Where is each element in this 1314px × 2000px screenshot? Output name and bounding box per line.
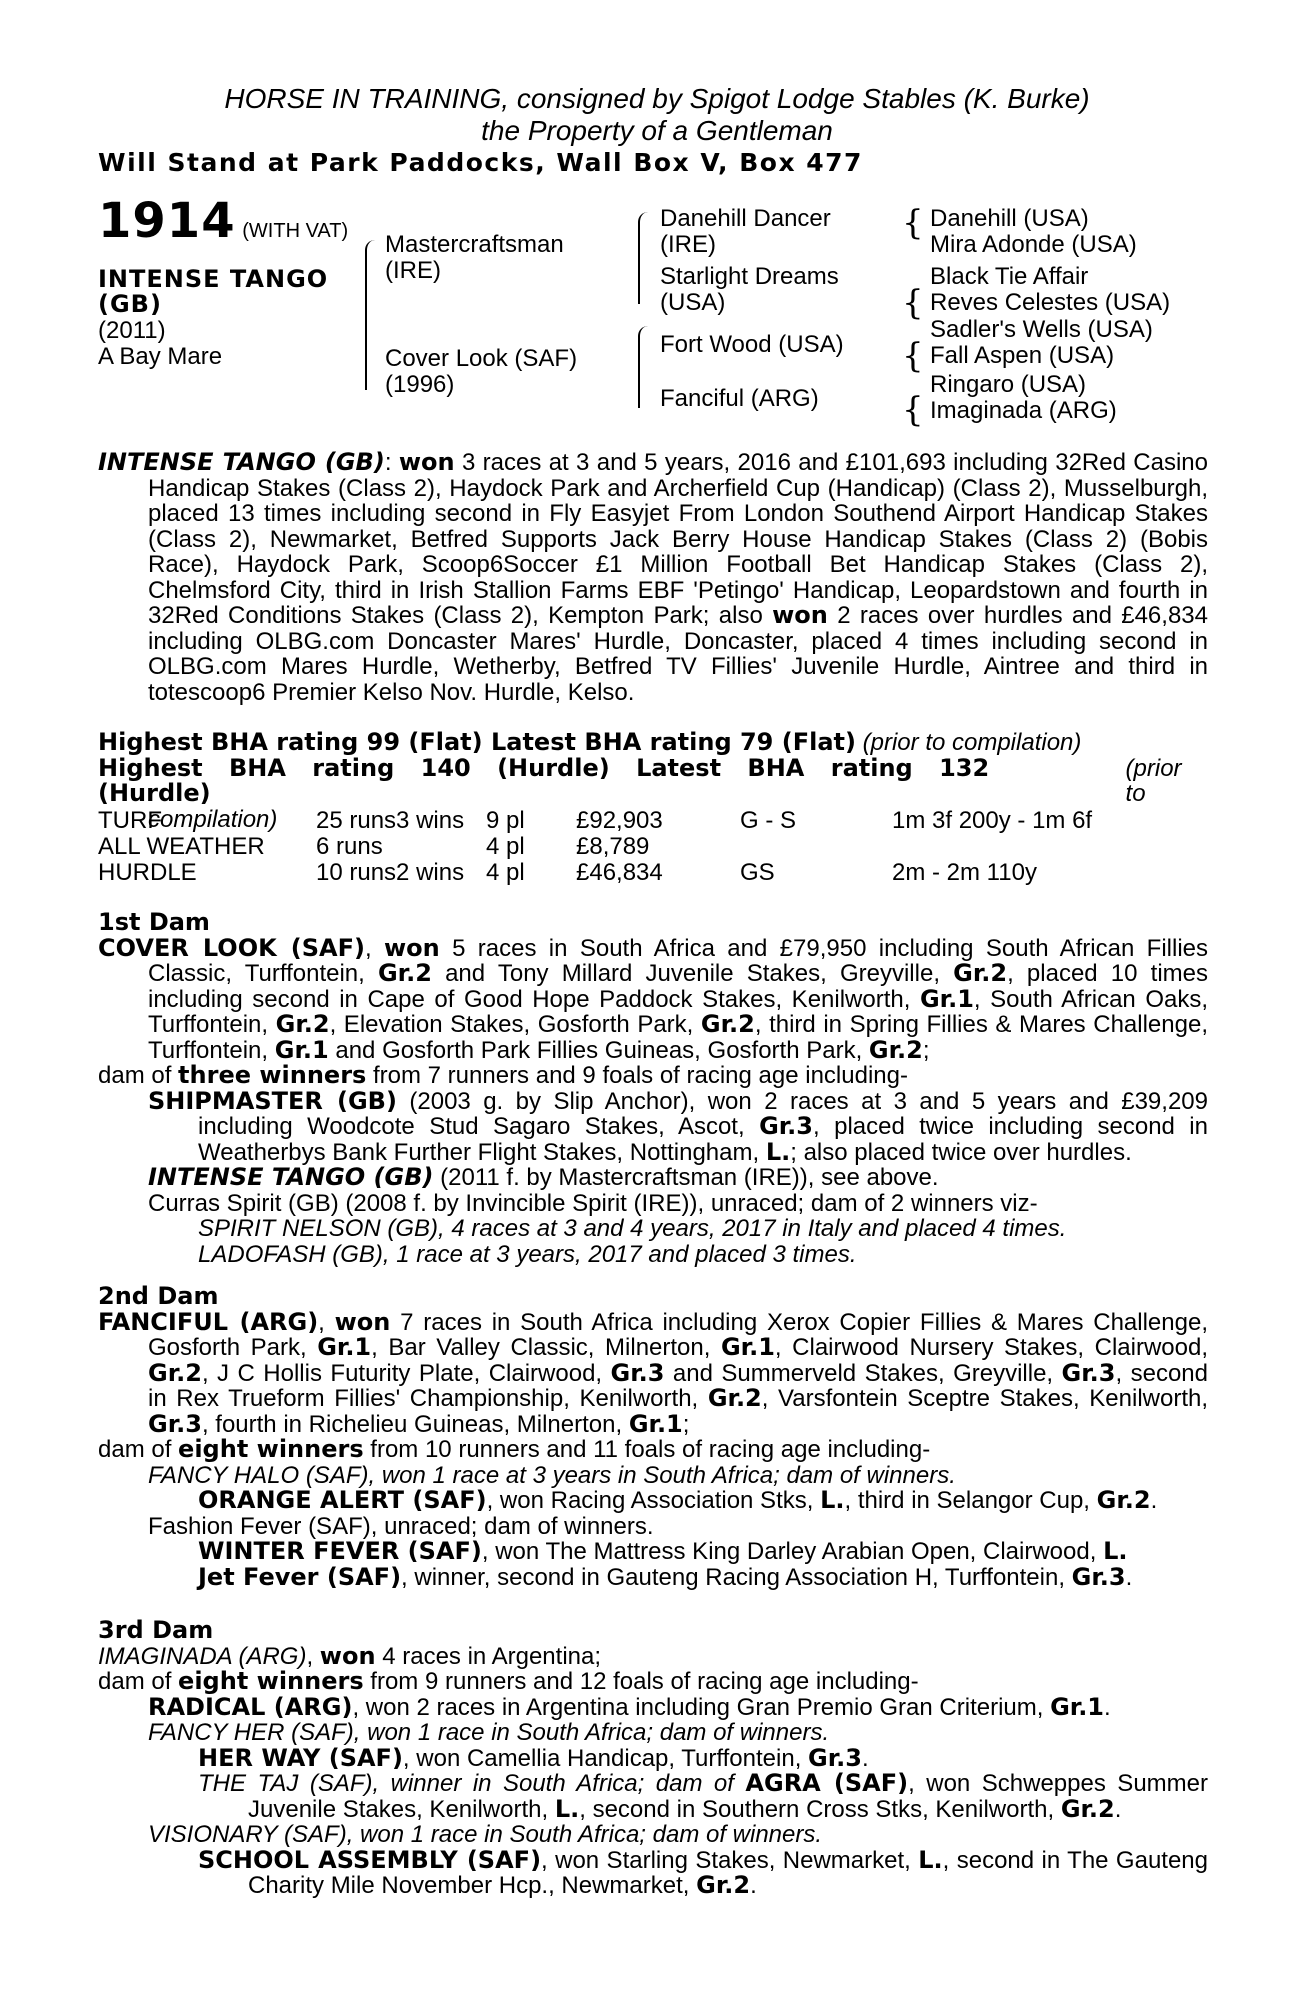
- g3-black-tie-affair: Black Tie Affair: [930, 263, 1089, 290]
- stand-location: Will Stand at Park Paddocks, Wall Box V, Box 477: [98, 148, 863, 177]
- produce-spirit-nelson: SPIRIT NELSON (GB), 4 races at 3 and 4 years, 2017 in Italy and placed 4 times.: [198, 1215, 1067, 1242]
- second-dam-paragraph: FANCIFUL (ARG), won 7 races in South Africa including Xerox Copier Fillies & Mares Challenge, Gosforth Park, Gr.1, Bar Valley Classic, Milnerton, Gr.1, Clairwood Nursery Stakes, Clairwood, Gr.2, J C Hollis Futurity Plate, Clairwood, Gr.3 and Summerveld Stakes, Greyville, Gr.3, second in Rex Trueform Fillies' Championship, Kenilworth, Gr.2, Varsfontein Sceptre Stakes, Kenilworth, Gr.3, fourth in Richelieu Guineas, Milnerton, Gr.1;: [98, 1307, 1209, 1438]
- produce-orange-alert: ORANGE ALERT (SAF), won Racing Association Stks, L., third in Selangor Cup, Gr.2.: [198, 1486, 1158, 1514]
- vat-label: (WITH VAT): [242, 220, 349, 242]
- produce-shipmaster: SHIPMASTER (GB) (2003 g. by Slip Anchor), won 2 races at 3 and 5 years and £39,209 including Woodcote Stud Sagaro Stakes, Ascot, Gr.3, placed twice including second in Weatherbys Bank Further Flight Stakes, Nottingham, L.; also placed twice over hurdles.: [148, 1086, 1208, 1166]
- racing-summary: [98, 450, 1208, 705]
- record-going: G - S: [740, 807, 797, 834]
- second-dam-produce-summary: dam of eight winners from 10 runners and 11 foals of racing age including-: [98, 1435, 931, 1463]
- pedigree-bracket-2a: [638, 212, 650, 304]
- third-dam-produce-summary: dam of eight winners from 9 runners and 12 foals of racing age including-: [98, 1667, 919, 1695]
- record-runs: 10 runs2 wins: [316, 859, 465, 886]
- first-dam-produce-summary: dam of three winners from 7 runners and 9 foals of racing age including-: [98, 1061, 908, 1089]
- g3-imaginada: Imaginada (ARG): [930, 397, 1117, 424]
- racing-summary-paragraph: INTENSE TANGO (GB): won 3 races at 3 and 5 years, 2016 and £101,693 including 32Red Casino Handicap Stakes (Class 2), Haydock Park and Archerfield Cup (Handicap) (Class 2), Musselburgh, placed 13 times including second in Fly Easyjet From London Southend Airport Handicap Stakes (Class 2), Newmarket, Betfred Supports Jack Berry House Handicap Stakes (Class 2) (Bobis Race), Haydock Park, Scoop6Soccer £1 Million Football Bet Handicap Stakes (Class 2), Chelmsford City, third in Irish Stallion Farms EBF 'Petingo' Handicap, Leopardstown and fourth in 32Red Conditions Stakes (Class 2), Kempton Park; also won 2 races over hurdles and £46,834 including OLBG.com Doncaster Mares' Hurdle, Doncaster, placed 4 times including second in OLBG.com Mares Hurdle, Wetherby, Betfred TV Fillies' Juvenile Hurdle, Aintree and third in totescoop6 Premier Kelso Nov. Hurdle, Kelso.: [98, 448, 1208, 706]
- record-money: £92,903: [576, 807, 663, 834]
- record-surface: HURDLE: [98, 859, 197, 886]
- pedigree-bracket-2b: [638, 326, 650, 408]
- sire-sire-name: Danehill Dancer: [660, 205, 831, 232]
- record-places: 9 pl: [486, 807, 525, 834]
- brace-g3-2: {: [902, 283, 924, 323]
- brace-g3-4: {: [902, 390, 924, 430]
- lot-number-line: [98, 193, 349, 249]
- horse-origin: (GB): [98, 290, 162, 318]
- produce-jet-fever: Jet Fever (SAF), winner, second in Gauteng Racing Association H, Turffontein, Gr.3.: [198, 1562, 1133, 1591]
- produce-winter-fever: WINTER FEVER (SAF), won The Mattress King Darley Arabian Open, Clairwood, L.: [198, 1537, 1128, 1565]
- first-dam-paragraph: COVER LOOK (SAF), won 5 races in South Africa and £79,950 including South African Fillies Classic, Turffontein, Gr.2 and Tony Millard Juvenile Stakes, Greyville, Gr.2, placed 10 times including second in Cape of Good Hope Paddock Stakes, Kenilworth, Gr.1, South African Oaks, Turffontein, Gr.2, Elevation Stakes, Gosforth Park, Gr.2, third in Spring Fillies & Mares Challenge, Turffontein, Gr.1 and Gosforth Park Fillies Guineas, Gosforth Park, Gr.2;: [98, 933, 1209, 1064]
- record-places: 4 pl: [486, 833, 525, 860]
- pedigree-bracket-1: [365, 240, 377, 390]
- brace-g3-1: {: [902, 203, 924, 243]
- g3-sadlers-wells: Sadler's Wells (USA): [930, 316, 1153, 343]
- record-going: GS: [740, 859, 775, 886]
- foaling-year: (2011): [98, 317, 166, 344]
- record-distance: 1m 3f 200y - 1m 6f: [892, 807, 1093, 834]
- produce-school-assembly: SCHOOL ASSEMBLY (SAF), won Starling Stakes, Newmarket, L., second in The Gauteng Charity Mile November Hcp., Newmarket, Gr.2.: [198, 1845, 1209, 1899]
- first-dam-heading: 1st Dam: [98, 908, 210, 936]
- second-dam-heading: 2nd Dam: [98, 1282, 219, 1310]
- flat-rating-line: Highest BHA rating 99 (Flat) Latest BHA rating 79 (Flat) (prior to compilation): [98, 728, 1082, 756]
- sire-sire-origin: (IRE): [660, 231, 716, 258]
- record-runs: 6 runs: [316, 833, 383, 860]
- produce-her-way: HER WAY (SAF), won Camellia Handicap, Turffontein, Gr.3.: [198, 1743, 869, 1772]
- produce-radical: RADICAL (ARG), won 2 races in Argentina including Gran Premio Gran Criterium, Gr.1.: [148, 1692, 1111, 1721]
- record-surface: ALL WEATHER: [98, 833, 265, 860]
- record-runs: 25 runs3 wins: [316, 807, 465, 834]
- property-line: the Property of a Gentleman: [481, 115, 833, 146]
- first-dam-section: [98, 910, 1208, 1267]
- third-dam-line: IMAGINADA (ARG), won 4 races in Argentina;: [98, 1641, 602, 1670]
- produce-fashion-fever: Fashion Fever (SAF), unraced; dam of winners.: [148, 1512, 654, 1540]
- g3-ringaro: Ringaro (USA): [930, 371, 1087, 398]
- record-distance: 2m - 2m 110y: [892, 859, 1037, 886]
- dam-name: Cover Look (SAF): [385, 345, 578, 372]
- produce-curras-spirit: Curras Spirit (GB) (2008 f. by Invincible Spirit (IRE)), unraced; dam of 2 winners viz-: [148, 1189, 1038, 1217]
- g3-danehill: Danehill (USA): [930, 205, 1089, 232]
- g3-mira-adonde: Mira Adonde (USA): [930, 231, 1137, 258]
- dam-sire-name: Fort Wood (USA): [660, 331, 844, 358]
- sire-origin: (IRE): [385, 257, 441, 284]
- horse-description: A Bay Mare: [98, 343, 223, 370]
- dam-dam-name: Fanciful (ARG): [660, 385, 819, 412]
- produce-visionary: VISIONARY (SAF), won 1 race in South Africa; dam of winners.: [148, 1821, 823, 1848]
- sire-dam-name: Starlight Dreams: [660, 263, 839, 290]
- produce-intense-tango: INTENSE TANGO (GB) (2011 f. by Mastercraftsman (IRE)), see above.: [148, 1163, 939, 1191]
- record-places: 4 pl: [486, 859, 525, 886]
- produce-fancy-her: FANCY HER (SAF), won 1 race in South Africa; dam of winners.: [148, 1719, 830, 1746]
- g3-fall-aspen: Fall Aspen (USA): [930, 342, 1115, 369]
- produce-ladofash: LADOFASH (GB), 1 race at 3 years, 2017 and placed 3 times.: [198, 1240, 857, 1268]
- third-dam-section: [98, 1618, 1208, 1899]
- sire-dam-origin: (USA): [660, 289, 726, 316]
- produce-the-taj: THE TAJ (SAF), winner in South Africa; dam of AGRA (SAF), won Schweppes Summer Juvenile Stakes, Kenilworth, L., second in Southern Cross Stks, Kenilworth, Gr.2.: [198, 1769, 1208, 1823]
- record-money: £46,834: [576, 859, 663, 886]
- rating-footnote: compilation): [148, 805, 278, 833]
- g3-reves-celestes: Reves Celestes (USA): [930, 289, 1171, 316]
- summary-horse-name: INTENSE TANGO (GB): [98, 448, 385, 476]
- dam-year: (1996): [385, 371, 455, 398]
- horse-name: INTENSE TANGO: [98, 265, 329, 293]
- record-money: £8,789: [576, 833, 650, 860]
- produce-fancy-halo: FANCY HALO (SAF), won 1 race at 3 years in South Africa; dam of winners.: [148, 1461, 956, 1489]
- third-dam-heading: 3rd Dam: [98, 1616, 214, 1644]
- brace-g3-3: {: [902, 336, 924, 376]
- consignor-line: HORSE IN TRAINING, consigned by Spigot Lodge Stables (K. Burke): [224, 83, 1090, 114]
- sire-name: Mastercraftsman: [385, 231, 564, 258]
- hurdle-rating-line: Highest BHA rating 140 (Hurdle) Latest BHA rating 132 (Hurdle) (prior to: [98, 753, 1182, 807]
- record-surface: TURF: [98, 807, 162, 834]
- second-dam-section: [98, 1284, 1208, 1590]
- lot-number: 1914: [98, 193, 236, 249]
